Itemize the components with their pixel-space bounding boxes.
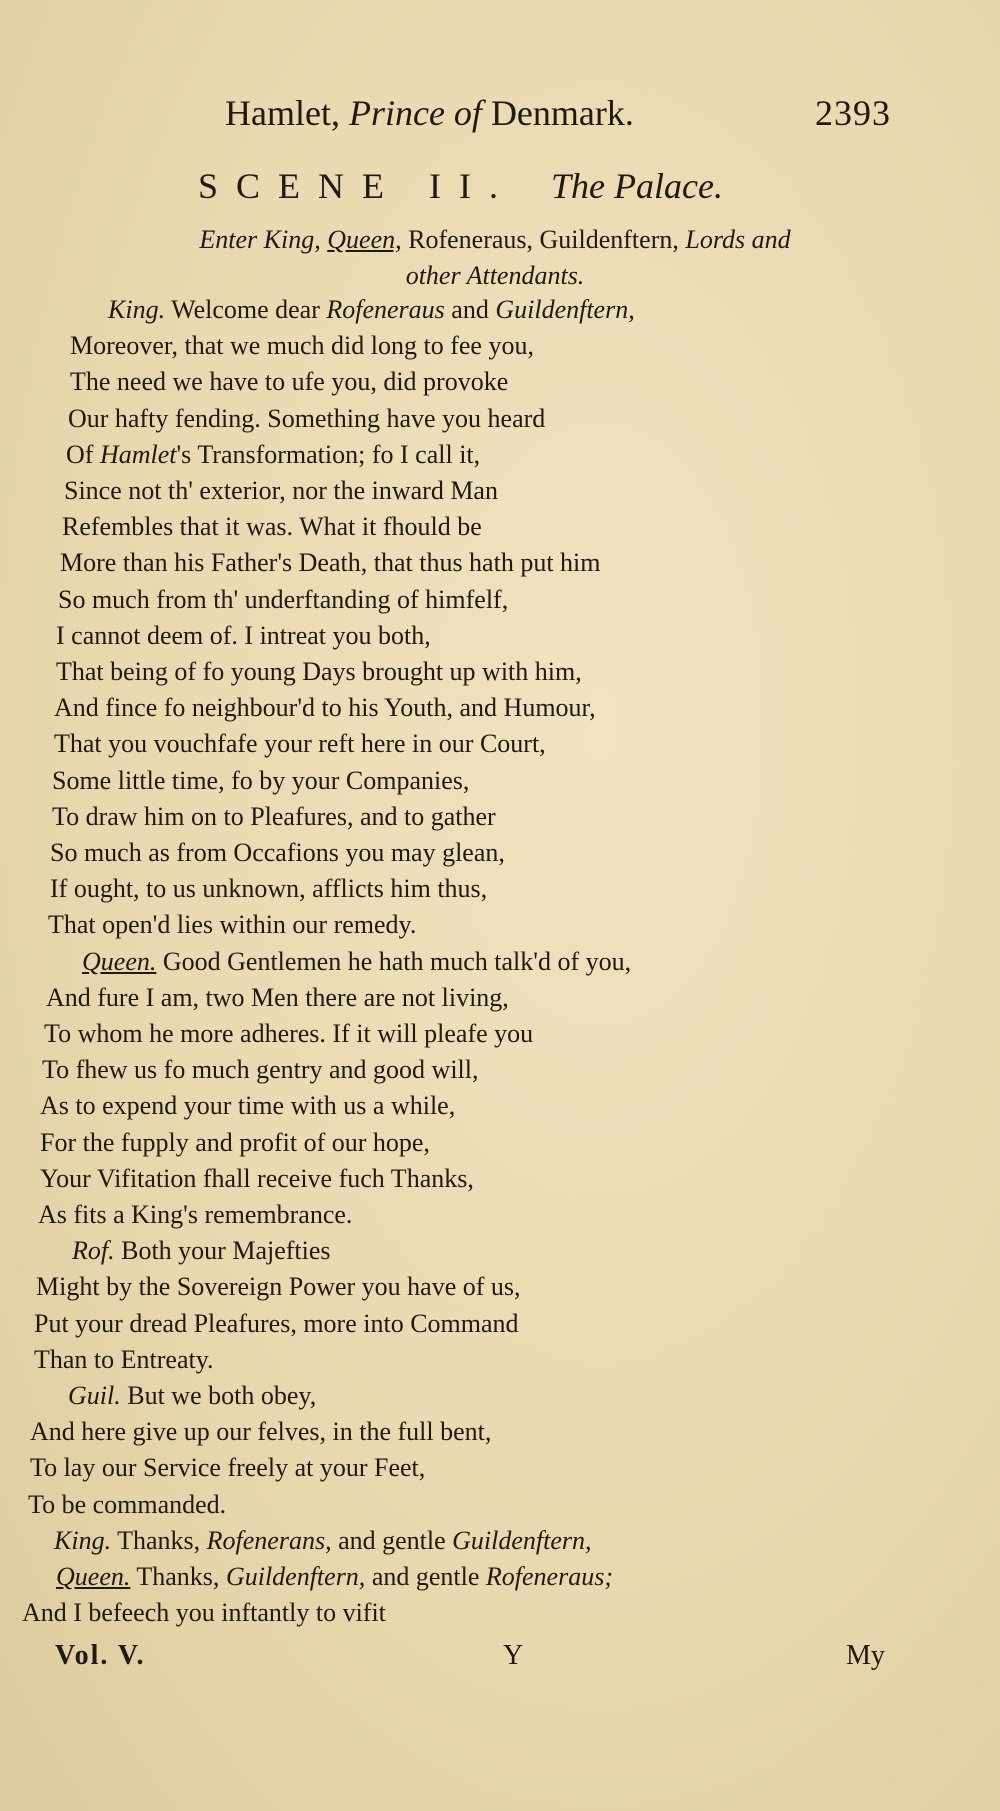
line-text: To whom he more adheres. If it will pleafe you bbox=[44, 1019, 534, 1048]
italic-name: Hamlet bbox=[99, 439, 177, 469]
text-line bbox=[38, 1197, 352, 1233]
text-line bbox=[68, 1378, 316, 1414]
text-line bbox=[72, 1233, 331, 1269]
line-text: To be commanded. bbox=[28, 1489, 227, 1519]
line-text: Welcome dear bbox=[165, 295, 327, 324]
text-line bbox=[34, 1342, 214, 1378]
text-line bbox=[36, 1269, 521, 1305]
text-line bbox=[40, 1161, 474, 1197]
speaker-name: King. bbox=[54, 1525, 112, 1555]
line-text: Good Gentlemen he hath much talk'd of you, bbox=[156, 946, 632, 976]
line-text: Your Vifitation fhall receive fuch Thanks, bbox=[40, 1163, 474, 1193]
stage-direction-line-1: Enter King, Queen, Rofeneraus, Guildenftern, Lords and bbox=[199, 225, 791, 254]
text-line bbox=[28, 1487, 226, 1523]
running-head bbox=[225, 92, 925, 134]
line-text: And fure I am, two Men there are not living, bbox=[46, 982, 509, 1012]
line-text: Since not th' exterior, nor the inward Man bbox=[64, 476, 498, 505]
italic-name: Rofeneraus bbox=[326, 295, 445, 324]
text-line bbox=[52, 799, 496, 835]
signature-mark: Y bbox=[503, 1640, 524, 1671]
line-text: Refembles that it was. What it fhould be bbox=[62, 512, 482, 542]
speaker-name: Queen. bbox=[56, 1562, 131, 1591]
text-line bbox=[40, 1088, 455, 1124]
catchword: My bbox=[846, 1640, 885, 1671]
text-line bbox=[56, 1559, 613, 1595]
text-line bbox=[70, 364, 508, 400]
text-line bbox=[40, 1125, 430, 1161]
text-line bbox=[60, 545, 601, 581]
text-line bbox=[58, 582, 508, 618]
line-text: and bbox=[444, 295, 496, 324]
line-text: So much as from Occafions you may glean, bbox=[50, 838, 505, 867]
text-line bbox=[54, 726, 546, 762]
line-text: and gentle bbox=[365, 1562, 486, 1591]
line-text: To lay our Service freely at your Feet, bbox=[30, 1453, 426, 1483]
scene-heading bbox=[198, 165, 918, 207]
text-line bbox=[56, 618, 431, 654]
line-text: But we both obey, bbox=[120, 1381, 317, 1410]
line-text: As fits a King's remembrance. bbox=[38, 1200, 353, 1229]
speaker-name: Rof. bbox=[72, 1236, 115, 1266]
page-footer bbox=[0, 1640, 1000, 1690]
signature: Vol. V. bbox=[55, 1640, 146, 1671]
line-text: More than his Father's Death, that thus hath put him bbox=[60, 548, 601, 578]
text-line bbox=[46, 980, 509, 1016]
text-line bbox=[68, 401, 545, 437]
line-text: To fhew us fo much gentry and good will, bbox=[42, 1055, 479, 1085]
line-text: That being of fo young Days brought up with him, bbox=[56, 657, 582, 686]
stage-direction bbox=[85, 222, 905, 294]
text-line bbox=[82, 944, 631, 980]
text-line bbox=[54, 690, 596, 726]
line-text: That open'd lies within our remedy. bbox=[48, 910, 417, 940]
line-text: If ought, to us unknown, afflicts him thus, bbox=[50, 874, 488, 904]
text-line bbox=[66, 437, 480, 473]
line-text: Thanks, bbox=[111, 1525, 207, 1555]
line-text: 's Transformation; fo I call it, bbox=[176, 439, 481, 469]
text-line bbox=[48, 907, 416, 943]
text-line bbox=[30, 1450, 425, 1486]
italic-name: Rofeneraus; bbox=[485, 1562, 613, 1591]
page-number: 2393 bbox=[815, 93, 891, 133]
line-text: That you vouchfafe your reft here in our Court, bbox=[54, 729, 546, 759]
text-line bbox=[70, 328, 534, 364]
line-text: Our hafty fending. Something have you heard bbox=[68, 403, 546, 433]
line-text: and gentle bbox=[331, 1525, 453, 1555]
italic-name: Guildenftern, bbox=[225, 1562, 366, 1591]
title-text-end: Denmark. bbox=[481, 93, 634, 133]
italic-name: Rofenerans, bbox=[206, 1525, 332, 1555]
title-text: Hamlet, bbox=[225, 93, 349, 133]
text-line bbox=[64, 473, 498, 509]
line-text: Might by the Sovereign Power you have of us, bbox=[36, 1272, 521, 1302]
line-text: Than to Entreaty. bbox=[34, 1344, 214, 1374]
running-title bbox=[225, 93, 634, 133]
text-line bbox=[54, 1523, 592, 1559]
line-text: And I befeech you inftantly to vifit bbox=[22, 1598, 386, 1628]
line-text: Moreover, that we much did long to fee you, bbox=[70, 331, 534, 361]
stage-direction-line-2: other Attendants. bbox=[405, 261, 585, 290]
speaker-name: Guil. bbox=[68, 1381, 121, 1410]
text-line bbox=[22, 1595, 386, 1631]
line-text: And fince fo neighbour'd to his Youth, and Humour, bbox=[54, 693, 596, 723]
text-line bbox=[30, 1414, 491, 1450]
scene-label: SCENE II. bbox=[198, 166, 516, 206]
line-text: Some little time, fo by your Companies, bbox=[52, 765, 470, 795]
scene-setting: The Palace. bbox=[551, 166, 723, 206]
line-text: Both your Majefties bbox=[114, 1236, 331, 1266]
speaker-name: Queen. bbox=[82, 946, 157, 976]
line-text: For the fupply and profit of our hope, bbox=[40, 1127, 430, 1157]
italic-name: Guildenftern, bbox=[495, 295, 635, 324]
text-line bbox=[108, 292, 635, 328]
text-line bbox=[56, 654, 582, 690]
title-italic: Prince of bbox=[348, 93, 482, 133]
text-line bbox=[44, 1016, 533, 1052]
line-text: So much from th' underftanding of himfelf, bbox=[58, 584, 509, 614]
italic-name: Guildenftern, bbox=[452, 1525, 592, 1555]
text-line bbox=[34, 1306, 519, 1342]
line-text: And here give up our felves, in the full bent, bbox=[30, 1417, 492, 1447]
speaker-name: King. bbox=[108, 295, 166, 324]
line-text: To draw him on to Pleafures, and to gather bbox=[52, 801, 496, 831]
line-text: As to expend your time with us a while, bbox=[40, 1091, 456, 1121]
text-line bbox=[50, 871, 487, 907]
line-text: The need we have to ufe you, did provoke bbox=[70, 367, 509, 397]
line-text: I cannot deem of. I intreat you both, bbox=[56, 620, 431, 650]
text-line bbox=[42, 1052, 479, 1088]
text-line bbox=[52, 763, 469, 799]
line-text: Put your dread Pleafures, more into Command bbox=[34, 1308, 519, 1338]
line-text: Thanks, bbox=[130, 1562, 226, 1591]
text-line bbox=[62, 509, 482, 545]
line-text: Of bbox=[66, 439, 100, 469]
text-line bbox=[50, 835, 505, 871]
